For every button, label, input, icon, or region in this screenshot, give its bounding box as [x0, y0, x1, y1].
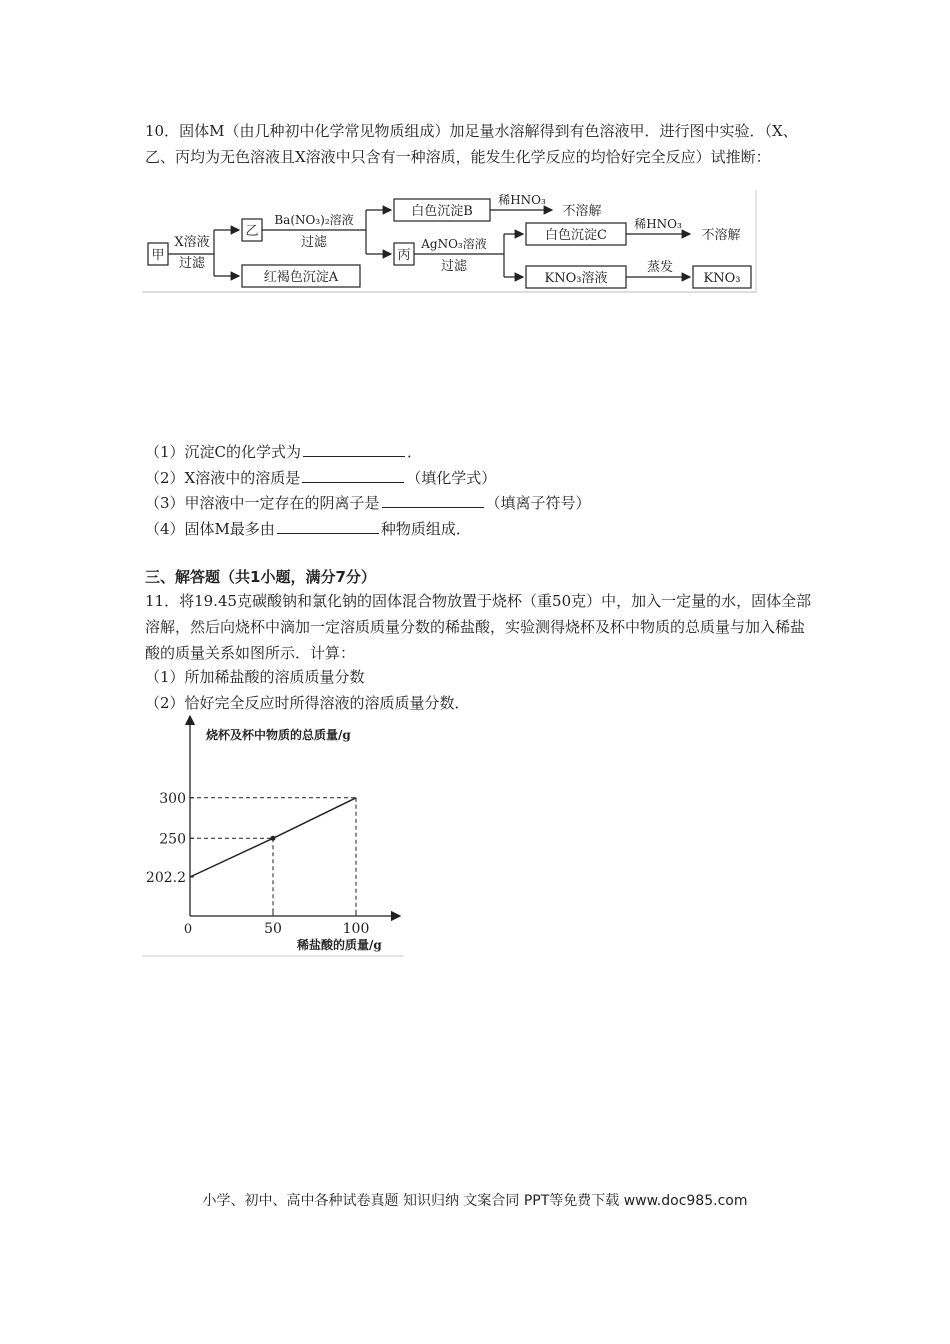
q10-sub3: （3）甲溶液中一定存在的阴离子是 （填离子符号）: [145, 494, 591, 512]
y-axis-label: 烧杯及杯中物质的总质量/g: [206, 728, 351, 742]
data-point: [271, 836, 276, 841]
label-insoluble-1: 不溶解: [562, 204, 602, 219]
q10-sub1: （1）沉淀C的化学式为 ．: [145, 443, 423, 461]
answer-blank-4[interactable]: [277, 519, 379, 534]
label-red-precipitate-a: 红褐色沉淀A: [263, 270, 339, 285]
label-white-precipitate-b: 白色沉淀B: [411, 204, 473, 219]
label-jia: 甲: [151, 248, 165, 263]
q11-sub2: （2）恰好完全反应时所得溶液的溶质质量分数．: [145, 694, 470, 712]
label-white-precipitate-c: 白色沉淀C: [545, 228, 607, 243]
label-kno3: KNO₃: [703, 271, 741, 286]
label-bing: 丙: [397, 248, 411, 263]
label-filter1: 过滤: [178, 256, 206, 271]
label-kno3-solution: KNO₃溶液: [544, 271, 608, 286]
x-tick-label: 50: [264, 921, 282, 937]
answer-blank-3[interactable]: [382, 493, 484, 508]
label-agno3: AgNO₃溶液: [421, 237, 487, 251]
x-axis-label: 稀盐酸的质量/g: [297, 938, 382, 952]
y-tick-label: 250: [159, 831, 186, 848]
section3-heading: 三、解答题（共1小题，满分7分）: [145, 568, 376, 586]
label-filter3: 过滤: [440, 259, 468, 274]
flow-diagram: [142, 188, 762, 298]
footer: 小学、初中、高中各种试卷真题 知识归纳 文案合同 PPT等免费下载 www.doc985.com: [202, 1193, 748, 1209]
label-filter2: 过滤: [300, 235, 328, 250]
q11-sub1: （1）所加稀盐酸的溶质质量分数: [145, 668, 365, 686]
label-bano3: Ba(NO₃)₂溶液: [274, 213, 354, 227]
label-dilute-hno3-1: 稀HNO₃: [498, 193, 546, 207]
y-tick-label: 202.2: [145, 870, 186, 886]
answer-blank-1[interactable]: [303, 442, 405, 457]
y-tick-label: 300: [159, 790, 186, 807]
x-origin-label: 0: [183, 922, 193, 937]
q10-sub2: （2）X溶液中的溶质是 （填化学式）: [145, 469, 497, 487]
label-x-solution: X溶液: [174, 235, 210, 250]
label-dilute-hno3-2: 稀HNO₃: [634, 217, 682, 231]
answer-blank-2[interactable]: [302, 468, 404, 483]
label-insoluble-2: 不溶解: [701, 228, 741, 243]
q10-sub4: （4）固体M最多由 种物质组成．: [145, 520, 471, 538]
q10-intro: 10．固体M（由几种初中化学常见物质组成）加足量水溶解得到有色溶液甲．进行图中实验．（X、乙、丙均为无色溶液且X溶液中只含有一种溶质，能发生化学反应的均恰好完全反应）试推断：: [145, 122, 798, 166]
label-evaporate: 蒸发: [646, 260, 674, 275]
label-yi: 乙: [245, 224, 259, 239]
x-tick-label: 100: [342, 921, 370, 937]
q11-text: 11．将19.45克碳酸钠和氯化钠的固体混合物放置于烧杯（重50克）中，加入一定量的水，固体全部溶解，然后向烧杯中滴加一定溶质质量分数的稀盐酸，实验测得烧杯及杯中物质的总质量与加入稀盐酸的质量关系如图所示．计算：: [145, 592, 812, 662]
mass-chart: [142, 713, 407, 958]
